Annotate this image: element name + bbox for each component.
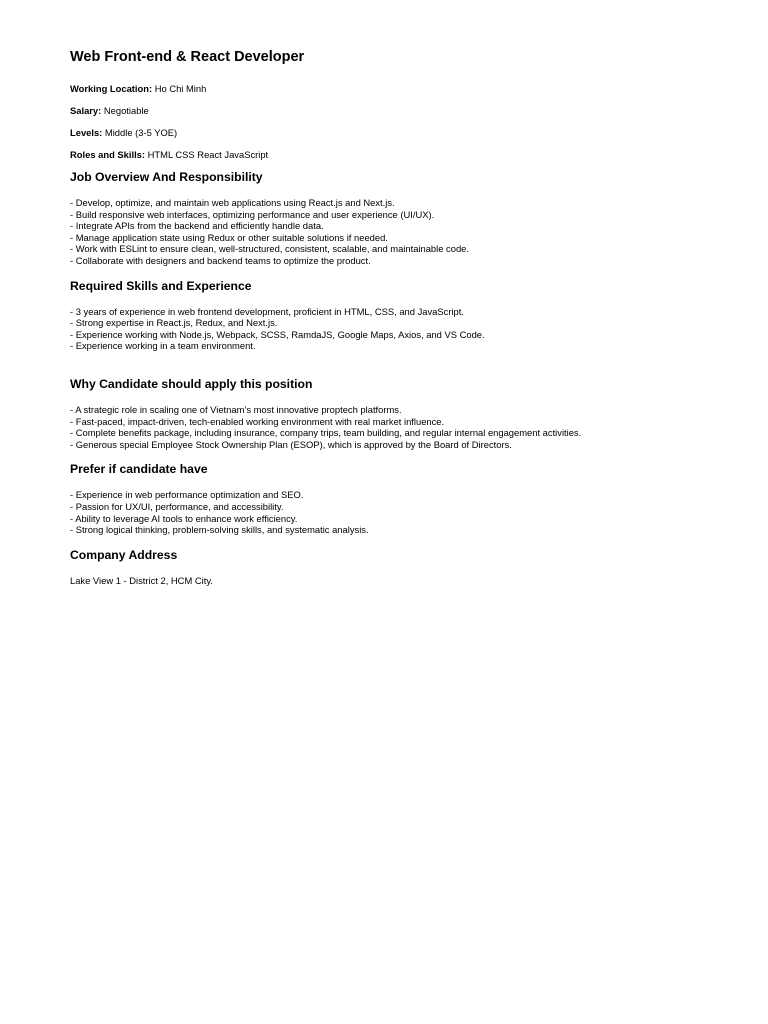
- section-heading-required-skills: Required Skills and Experience: [70, 278, 252, 293]
- list-item: - Ability to leverage AI tools to enhance work efficiency.: [70, 512, 298, 524]
- list-item: - Integrate APIs from the backend and efficiently handle data.: [70, 220, 324, 232]
- meta-roles-and-skills: [70, 149, 730, 161]
- meta-value: Middle (3-5 YOE): [102, 127, 178, 138]
- meta-salary: [70, 105, 730, 117]
- document-page: [70, 48, 730, 587]
- list-item: - Develop, optimize, and maintain web applications using React.js and Next.js.: [70, 197, 395, 208]
- meta-value: HTML CSS React JavaScript: [145, 149, 269, 160]
- list-item: - Experience working in a team environment.: [70, 340, 256, 352]
- meta-label: Levels:: [70, 127, 103, 138]
- company-address: Lake View 1 - District 2, HCM City.: [70, 574, 213, 586]
- list-prefer: [70, 489, 730, 535]
- meta-value: Negotiable: [101, 105, 149, 116]
- list-item: - Generous special Employee Stock Ownership Plan (ESOP), which is approved by the Board of Directors.: [70, 438, 512, 450]
- section-heading-company-address: Company Address: [70, 547, 178, 562]
- section-heading-prefer: Prefer if candidate have: [70, 462, 208, 477]
- meta-label: Working Location:: [70, 83, 153, 94]
- meta-working-location: [70, 83, 730, 95]
- list-required-skills: [70, 306, 730, 352]
- list-item: - 3 years of experience in web frontend development, proficient in HTML, CSS, and JavaScript.: [70, 305, 464, 317]
- meta-value: Ho Chi Minh: [152, 83, 207, 94]
- list-item: - Strong expertise in React.js, Redux, and Next.js.: [70, 317, 278, 329]
- list-item: - Experience in web performance optimization and SEO.: [70, 489, 304, 501]
- page-title: Web Front-end & React Developer: [70, 49, 305, 65]
- list-item: - Complete benefits package, including insurance, company trips, team building, and regular internal engagement activities.: [70, 427, 582, 439]
- meta-levels: [70, 127, 730, 139]
- list-item: - Collaborate with designers and backend teams to optimize the product.: [70, 254, 371, 266]
- list-item: - Manage application state using Redux or other suitable solutions if needed.: [70, 231, 388, 243]
- section-heading-job-overview: Job Overview And Responsibility: [70, 170, 263, 184]
- list-item: - Build responsive web interfaces, optimizing performance and user experience (UI/UX).: [70, 208, 435, 220]
- list-item: - Experience working with Node.js, Webpack, SCSS, RamdaJS, Google Maps, Axios, and VS Code.: [70, 328, 485, 340]
- list-item: - Work with ESLint to ensure clean, well-structured, consistent, scalable, and maintainable code.: [70, 243, 469, 255]
- list-job-overview: [70, 197, 730, 267]
- section-heading-why-apply: Why Candidate should apply this position: [70, 376, 313, 391]
- meta-label: Salary:: [70, 105, 102, 116]
- list-item: - A strategic role in scaling one of Vietnam’s most innovative proptech platforms.: [70, 403, 402, 415]
- list-item: - Passion for UX/UI, performance, and accessibility.: [70, 500, 284, 512]
- meta-label: Roles and Skills:: [70, 149, 146, 160]
- list-item: - Fast-paced, impact-driven, tech-enabled working environment with real market influence.: [70, 415, 445, 427]
- list-item: - Strong logical thinking, problem-solving skills, and systematic analysis.: [70, 524, 369, 536]
- list-why-apply: [70, 404, 730, 450]
